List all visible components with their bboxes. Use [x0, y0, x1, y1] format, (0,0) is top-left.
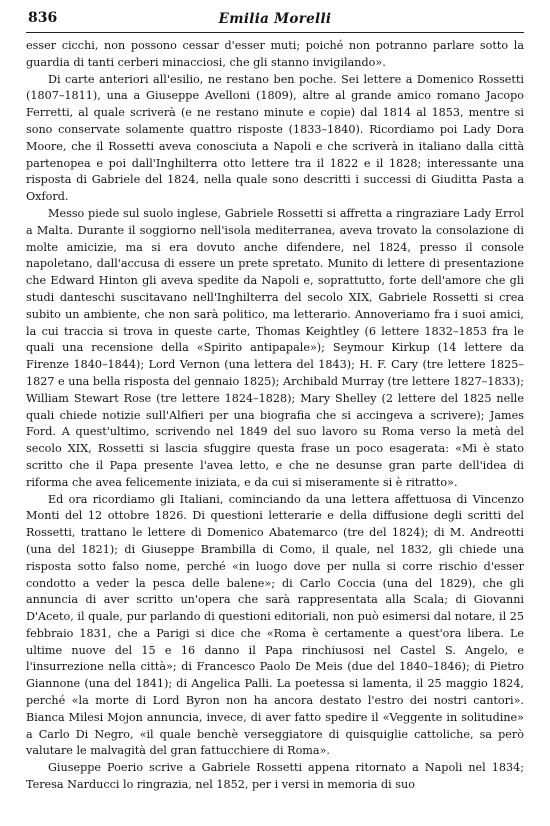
running-title: Emilia Morelli	[218, 11, 332, 27]
paragraph: Ed ora ricordiamo gli Italiani, cominciando da una lettera affettuosa di Vincenzo Monti del 12 ottobre 1826. Di questioni letterarie e della diffusione degli scritti del Rossetti, trattano le lettere di Domenico Abatemarco (tre del 1824); di M. Andreotti (una del 1821); di Giuseppe Brambilla di Como, il quale, nel 1832, gli chiede una risposta sotto falso nome, perché «in luogo dove per nulla si corre rischio d'esser condotto a veder la pesca delle balene»; di Carlo Coccia (una del 1829), che gli annuncia di aver scritto un'opera che sarà rappresentata alla Scala; di Giovanni D'Aceto, il quale, pur parlando di questioni editoriali, non può esimersi dal notare, il 25 febbraio 1831, che a Parigi si dice che «Roma è certamente a quest'ora libera. Le ultime nuove del 15 e 16 danno il Papa rinchiusosi nel Castel S. Angelo, e l'insurrezione nella città»; di Francesco Paolo De Meis (due del 1840–1846); di Pietro Giannone (una del 1841); di Angelica Palli. La poetessa si lamenta, il 25 maggio 1824, perché «la morte di Lord Byron non ha ancora destato l'estro dei nostri cantori». Bianca Milesi Mojon annuncia, invece, di aver fatto spedire il «Veggente in solitudine» a Carlo Di Negro, «il quale benchè verseggiatore di quisquiglie cattoliche, sa però valutare le malvagità del gran fattucchiere di Roma».	[26, 492, 524, 758]
body-text	[26, 38, 524, 794]
header-rule	[26, 32, 524, 33]
page-number: 836	[28, 10, 58, 26]
paragraph: Messo piede sul suolo inglese, Gabriele Rossetti si affretta a ringraziare Lady Errol a Malta. Durante il soggiorno nell'isola mediterranea, aveva trovato la consolazione di molte amicizie, ma si era dovuto anche difendere, nel 1824, presso il console napoletano, dall'accusa di essere un prete spretato. Munito di lettere di presentazione che Edward Hinton gli aveva spedite da Napoli e, soprattutto, forte dell'amore che gli studi danteschi suscitavano nell'Inghilterra del secolo XIX, Gabriele Rossetti si crea subito un ambiente, che non sarà politico, ma letterario. Annoveriamo fra i suoi amici, la cui traccia si trova in queste carte, Thomas Keightley (6 lettere 1832–1853 fra le quali una recensione della «Spirito antipapale»); Seymour Kirkup (14 lettere da Firenze 1840–1844); Lord Vernon (una lettera del 1843); H. F. Cary (tre lettere 1825–1827 e una bella risposta del gennaio 1825); Archibald Murray (tre lettere 1827–1833); William Stewart Rose (tre lettere 1824–1828); Mary Shelley (2 lettere del 1825 nelle quali chiede notizie sull'Alfieri per una biografia che si accingeva a scrivere); James Ford. A quest'ultimo, scrivendo nel 1849 del suo lavoro su Roma verso la metà del secolo XIX, Rossetti si lascia sfuggire questa frase un poco esagerata: «Mi è stato scritto che il Papa presente l'avea letto, e che ne desunse gran parte dell'idea di riforma che avea felicemente iniziata, e da cui si miseramente si è ritratto».	[26, 206, 524, 489]
running-head	[26, 8, 524, 32]
paragraph: Di carte anteriori all'esilio, ne restano ben poche. Sei lettere a Domenico Rossetti (1807–1811), una a Giuseppe Avelloni (1809), altre al grande amico romano Jacopo Ferretti, al quale scriverà (e ne restano minute e copie) dal 1814 al 1853, mentre si sono conservate solamente quattro risposte (1833–1840). Ricordiamo poi Lady Dora Moore, che il Rossetti aveva conosciuta a Napoli e che scriverà in italiano dalla città partenopea e poi dall'Inghilterra otto lettere tra il 1822 e il 1828; interessante una risposta di Gabriele del 1824, nella quale sono descritti i successi di Giuditta Pasta a Oxford.	[26, 72, 524, 204]
paragraph: esser cicchi, non possono cessar d'esser muti; poiché non potranno parlare sotto la guardia di tanti cerberi minacciosi, che gli stanno invigilando».	[26, 39, 524, 69]
paragraph: Giuseppe Poerio scrive a Gabriele Rossetti appena ritornato a Napoli nel 1834; Teresa Narducci lo ringrazia, nel 1852, per i versi in memoria di suo	[26, 761, 524, 792]
